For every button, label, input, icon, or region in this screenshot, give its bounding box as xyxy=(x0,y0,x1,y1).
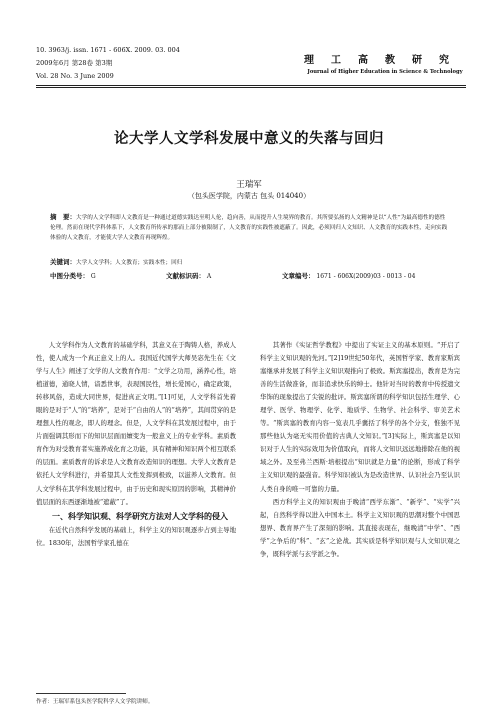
issue-en-text: Vol. 28 No. 3 June 2009 xyxy=(36,72,114,80)
body-column-left xyxy=(36,339,236,550)
clc-label: 中图分类号： xyxy=(50,272,89,280)
clc-info xyxy=(50,271,96,280)
journal-masthead xyxy=(300,54,470,77)
abstract-label: 摘 要： xyxy=(50,213,76,221)
doi-text: 10. 3963/j. issn. 1671 - 606X. 2009. 03. 004 xyxy=(36,46,180,54)
clc-value: G xyxy=(90,273,96,280)
issue-cn-text: 2009年6月 第28卷 第3期 xyxy=(36,59,113,67)
keywords xyxy=(50,257,450,266)
journal-title-en: Journal of Higher Education in Science & Technology xyxy=(307,69,463,75)
article-number-info xyxy=(282,271,415,280)
keywords-label: 关键词： xyxy=(50,258,76,266)
author-affiliation: （包头医学院，内蒙古 包头 014040） xyxy=(187,192,311,200)
footnote-rule xyxy=(36,693,126,694)
doc-code-value: A xyxy=(206,273,212,280)
abstract-text: 大学的人文学科即人文教育是一种通过道德实践达至明人伦，趋向善，从而提升人生境界的教育。其所要弘扬的人文精神是以“人性”为最高德性的德性伦理。然而在现代学科体系下，人文教育所传承的那而上部分被限制了，人文教育的实践性被遮蔽了。因此，必须回归人文知识、人文教育的实践本性，走向实践体验的人文教育，才能使大学人文教育再现辉煌。 xyxy=(50,215,448,241)
abstract xyxy=(50,212,450,243)
article-author: 王瑞军 xyxy=(236,180,262,190)
journal-title-cn: 理工高教研究 xyxy=(304,55,466,66)
header-rule-bottom xyxy=(36,87,466,88)
body-paragraph: 在近代自然科学发展的基础上，科学主义的知识观逐步占到主导地位。1830年，法国哲学家孔德在 xyxy=(36,525,236,547)
article-title: 论大学人文学科发展中意义的失落与回归 xyxy=(114,131,384,147)
article-number-value: 1671 - 606X(2009)03 - 0013 - 04 xyxy=(316,273,416,280)
doc-code-info xyxy=(166,271,211,280)
body-paragraph: 人文学科作为人文教育的基础学科，其意义在于陶铸人格，养成人性，使人成为一个真正意义上的人。我国近代国学大师吴宓先生在《文学与人生》阐述了文学的人文教育作用：“文学之功用，涵养心性，培植道德，通晓人情，谙悉世事，表现国民性，增长爱国心，确定政策，转移风俗，造成大同世界，促进真正文明。”[1]可见，人文学科首先着眼的是对于“人”的“培养”，是对于“自由的人”的“培养”，其间贯穿的是理想人性的观念，即人的理念。但是，人文学科在其发展过程中，由于片面强调其形而下的知识层面而嬗变为一般意义上的专业学科。素质教育作为对受教育者实施养成化育之功能，具有精神和知识两个相互联系的层面。素质教育的诉求是人文教育改造知识的理想。大学人文教育是依托人文学科进行，并希望其人文性发挥到极致，以滋养人文教育。但人文学科在其学科发展过程中，由于历史和现实原因的影响，其精神价值层面的东西逐渐地被“遮蔽”了。 xyxy=(36,341,236,506)
header-rule-top xyxy=(36,85,466,86)
article-number-label: 文章编号： xyxy=(282,272,315,280)
body-paragraph: 西方科学主义的知识观由于晚清“西学东渐”、“新学”、“实学”兴起，自然科学得以进入中国本土。科学主义知识观的思潮对整个中国思想界、教育界产生了深刻的影响。其直接表现在，继晚清“中学”、“西学”之争后的“科”、“玄”之论战。其实质是科学知识观与人文知识观之争，既科学派与玄学派之争。 xyxy=(260,497,460,558)
keywords-text: 大学人文学科；人文教育；实践本性；回归 xyxy=(76,260,183,266)
body-column-right xyxy=(260,339,460,561)
issue-info xyxy=(36,44,180,83)
author-footnote: 作者：王瑞军系包头医学院科学人文学院讲师。 xyxy=(36,699,154,705)
section-heading: 一、科学知识观、科学研究方法对人文学科的侵入 xyxy=(52,511,228,521)
doc-code-label: 文献标识码： xyxy=(166,272,205,280)
body-paragraph: 其著作《实证哲学教程》中提出了实证主义的基本原则。“开启了科学主义知识观的先河。”[2]19世纪50年代，英国哲学家、教育家斯宾塞继承并发展了科学主义知识观推向了极致。斯宾塞提出，教育是为完善的生活做准备，而非追求快乐的绅士。他针对当时的教育中传授遗文华饰的现象提出了尖锐的批评。斯宾塞所谓的科学知识包括生理学、心理学、医学、物理学、化学、地质学、生物学、社会科学、审美艺术等。“斯宾塞的教育内容一览表几乎囊括了科学的各个分支，惟独不见那些他认为毫无实用价值的古典人文知识。”[3]实际上，斯宾塞是以知识对于人生的实际效用为价值取向，而将人文知识远远地排除在他的视域之外。及至弗兰西斯·培根提出“知识就是力量”的论断，形成了科学主义知识观的最强音。科学知识被认为是改造世界、认识社会乃至认识人类自身的唯一可靠的力量。 xyxy=(260,341,460,493)
